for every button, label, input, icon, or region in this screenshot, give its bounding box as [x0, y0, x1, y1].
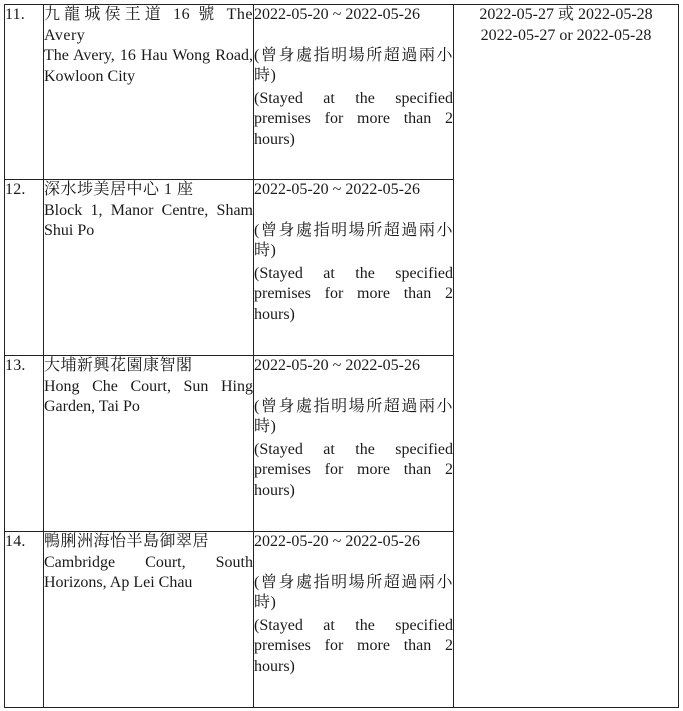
compulsory-test-dates-cell: [454, 5, 679, 708]
visit-date-cell: [254, 5, 454, 180]
spacer: [254, 377, 453, 397]
premises-address-cell: [44, 180, 254, 356]
date-range: 2022-05-20 ~ 2022-05-26: [254, 357, 420, 374]
stay-note-chinese: (曾身處指明場所超過兩小時): [254, 397, 453, 435]
row-number: 11.: [5, 5, 44, 180]
address-chinese: 鴨脷洲海怡半島御翠居: [44, 533, 210, 550]
address-english: Cambridge Court, South Horizons, Ap Lei Chau: [44, 553, 253, 591]
address-english: Hong Che Court, Sun Hing Garden, Tai Po: [44, 377, 253, 415]
spacer: [254, 201, 453, 221]
table-row: [5, 5, 679, 180]
stay-note-english: (Stayed at the specified premises for more than 2 hours): [254, 89, 453, 148]
visit-date-cell: [254, 356, 454, 532]
stay-note-english: (Stayed at the specified premises for more than 2 hours): [254, 616, 453, 675]
premises-address-cell: [44, 532, 254, 708]
row-number: 12.: [5, 180, 44, 356]
stay-note-english: (Stayed at the specified premises for more than 2 hours): [254, 264, 453, 323]
spacer: [254, 26, 453, 46]
stay-note-english: (Stayed at the specified premises for more than 2 hours): [254, 440, 453, 499]
stay-note-chinese: (曾身處指明場所超過兩小時): [254, 221, 453, 259]
address-english: Block 1, Manor Centre, Sham Shui Po: [44, 201, 253, 239]
spacer: [254, 553, 453, 573]
row-number: 13.: [5, 356, 44, 532]
address-english: The Avery, 16 Hau Wong Road, Kowloon City: [44, 47, 253, 85]
address-chinese: 深水埗美居中心 1 座: [44, 181, 194, 198]
test-dates-english: 2022-05-27 or 2022-05-28: [480, 26, 652, 44]
date-range: 2022-05-20 ~ 2022-05-26: [254, 6, 420, 23]
address-chinese: 九龍城侯王道 16 號 The Avery: [44, 6, 253, 44]
premises-address-cell: [44, 5, 254, 180]
visit-date-cell: [254, 532, 454, 708]
stay-note-chinese: (曾身處指明場所超過兩小時): [254, 573, 453, 611]
row-number: 14.: [5, 532, 44, 708]
stay-note-chinese: (曾身處指明場所超過兩小時): [254, 46, 453, 84]
date-range: 2022-05-20 ~ 2022-05-26: [254, 533, 420, 550]
visit-date-cell: [254, 180, 454, 356]
date-range: 2022-05-20 ~ 2022-05-26: [254, 181, 420, 198]
address-chinese: 大埔新興花園康智閣: [44, 357, 193, 374]
premises-address-cell: [44, 356, 254, 532]
test-dates-chinese: 2022-05-27 或 2022-05-28: [479, 6, 653, 23]
specified-premises-table: [4, 4, 679, 708]
